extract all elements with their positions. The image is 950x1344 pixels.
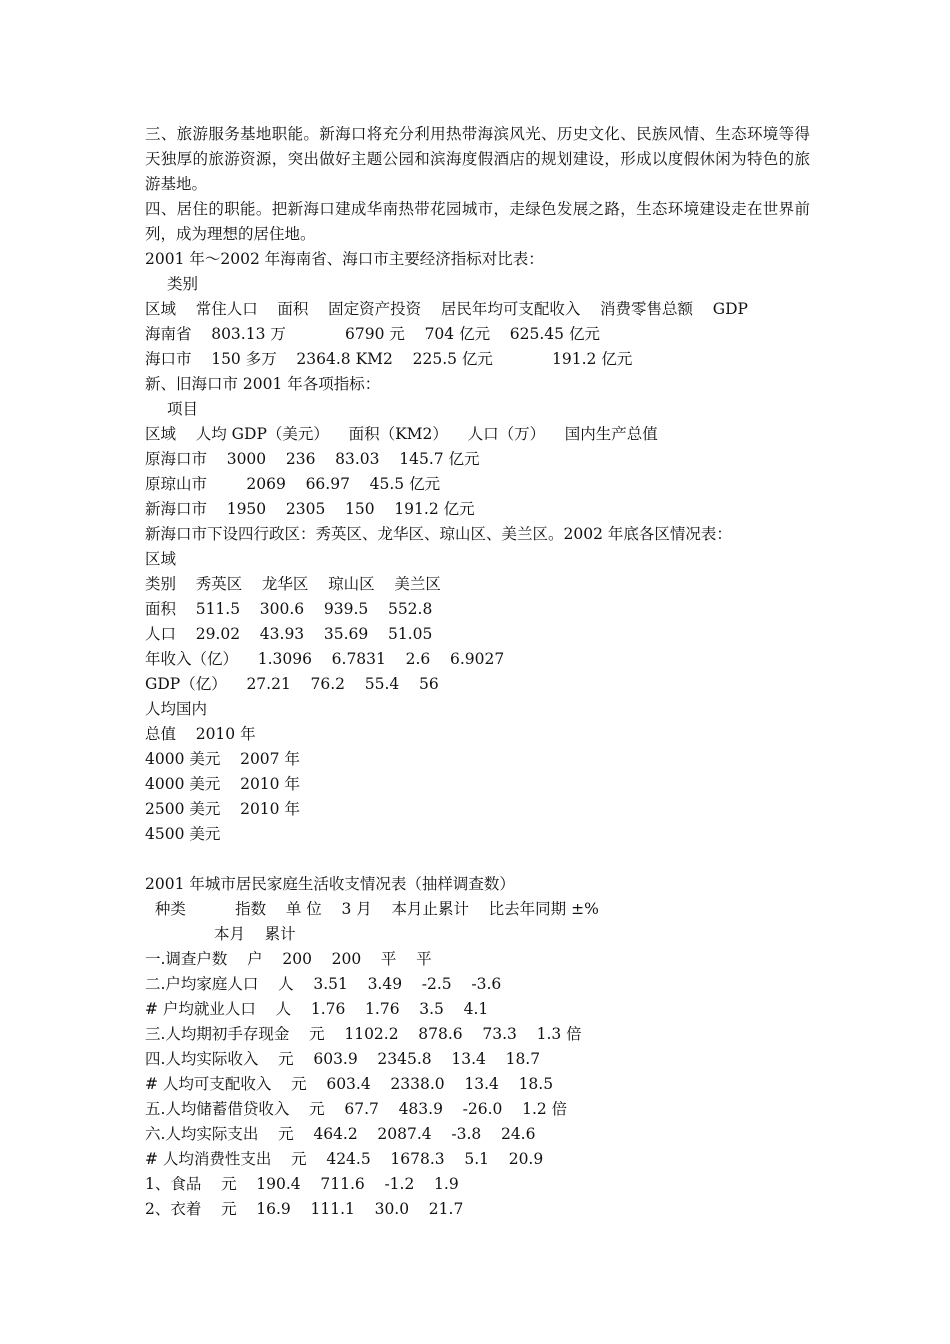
table4-caption: 2001 年城市居民家庭生活收支情况表（抽样调查数） [145,875,515,893]
table4-row-cash-on-hand: 三.人均期初手存现金 元 1102.2 878.6 73.3 1.3 倍 [145,1025,582,1043]
table4-row-employed: # 户均就业人口 人 1.76 1.76 3.5 4.1 [145,1000,489,1018]
table3-row-target-2: 4000 美元 2010 年 [145,775,300,793]
table4-row-clothing: 2、衣着 元 16.9 111.1 30.0 21.7 [145,1200,464,1218]
table1-category-header: 类别 [167,275,199,293]
table4-row-actual-expenditure: 六.人均实际支出 元 464.2 2087.4 -3.8 24.6 [145,1125,536,1143]
table3-caption: 新海口市下设四行政区：秀英区、龙华区、琼山区、美兰区。2002 年底各区情况表： [145,525,732,543]
table3-row-population: 人口 29.02 43.93 35.69 51.05 [145,625,433,643]
table4-row-households: 一.调查户数 户 200 200 平 平 [145,950,432,968]
blank-line [145,847,810,872]
paragraph-tourism: 三、旅游服务基地职能。新海口将充分利用热带海滨风光、历史文化、民族风情、生态环境等得天独厚的旅游资源，突出做好主题公园和滨海度假酒店的规划建设，形成以度假休闲为特色的旅游基地。 [145,125,810,193]
table2-caption: 新、旧海口市 2001 年各项指标： [145,375,381,393]
table1-caption: 2001 年～2002 年海南省、海口市主要经济指标对比表： [145,250,544,268]
table2-row-new-haikou: 新海口市 1950 2305 150 191.2 亿元 [145,500,475,518]
table3-row-gdp: GDP（亿） 27.21 76.2 55.4 56 [145,675,439,693]
table1-row-hainan: 海南省 803.13 万 6790 元 704 亿元 625.45 亿元 [145,325,600,343]
table2-row-old-qiongshan: 原琼山市 2069 66.97 45.5 亿元 [145,475,441,493]
document-body [145,122,810,1222]
table3-row-target-4: 4500 美元 [145,825,221,843]
table4-row-food: 1、食品 元 190.4 711.6 -1.2 1.9 [145,1175,459,1193]
table4-subheader-row: 本月 累计 [145,925,296,943]
table3-row-target-3: 2500 美元 2010 年 [145,800,300,818]
table4-header-row: 种类 指数 单 位 3 月 本月止累计 比去年同期 ±% [145,900,599,918]
table1-row-haikou: 海口市 150 多万 2364.8 KM2 225.5 亿元 191.2 亿元 [145,350,633,368]
table4-row-consumption: # 人均消费性支出 元 424.5 1678.3 5.1 20.9 [145,1150,544,1168]
table2-item-header: 项目 [167,400,199,418]
table3-row-gdp-per-capita-label: 人均国内 [145,700,208,718]
table3-row-total-value: 总值 2010 年 [145,725,256,743]
paragraph-residence: 四、居住的职能。把新海口建成华南热带花园城市，走绿色发展之路，生态环境建设走在世界前列，成为理想的居住地。 [145,200,810,243]
table1-header-row: 区域 常住人口 面积 固定资产投资 居民年均可支配收入 消费零售总额 GDP [145,300,748,318]
table3-row-area: 面积 511.5 300.6 939.5 552.8 [145,600,433,618]
table4-row-disposable-income: # 人均可支配收入 元 603.4 2338.0 13.4 18.5 [145,1075,554,1093]
table4-row-actual-income: 四.人均实际收入 元 603.9 2345.8 13.4 18.7 [145,1050,541,1068]
table3-header-row: 类别 秀英区 龙华区 琼山区 美兰区 [145,575,441,593]
table2-row-old-haikou: 原海口市 3000 236 83.03 145.7 亿元 [145,450,480,468]
table4-row-household-size: 二.户均家庭人口 人 3.51 3.49 -2.5 -3.6 [145,975,502,993]
table3-row-target-1: 4000 美元 2007 年 [145,750,300,768]
table3-row-income: 年收入（亿） 1.3096 6.7831 2.6 6.9027 [145,650,505,668]
table3-region-header: 区域 [145,550,177,568]
table4-row-savings-loans: 五.人均储蓄借贷收入 元 67.7 483.9 -26.0 1.2 倍 [145,1100,568,1118]
table2-header-row: 区域 人均 GDP（美元） 面积（KM2） 人口（万） 国内生产总值 [145,425,658,443]
